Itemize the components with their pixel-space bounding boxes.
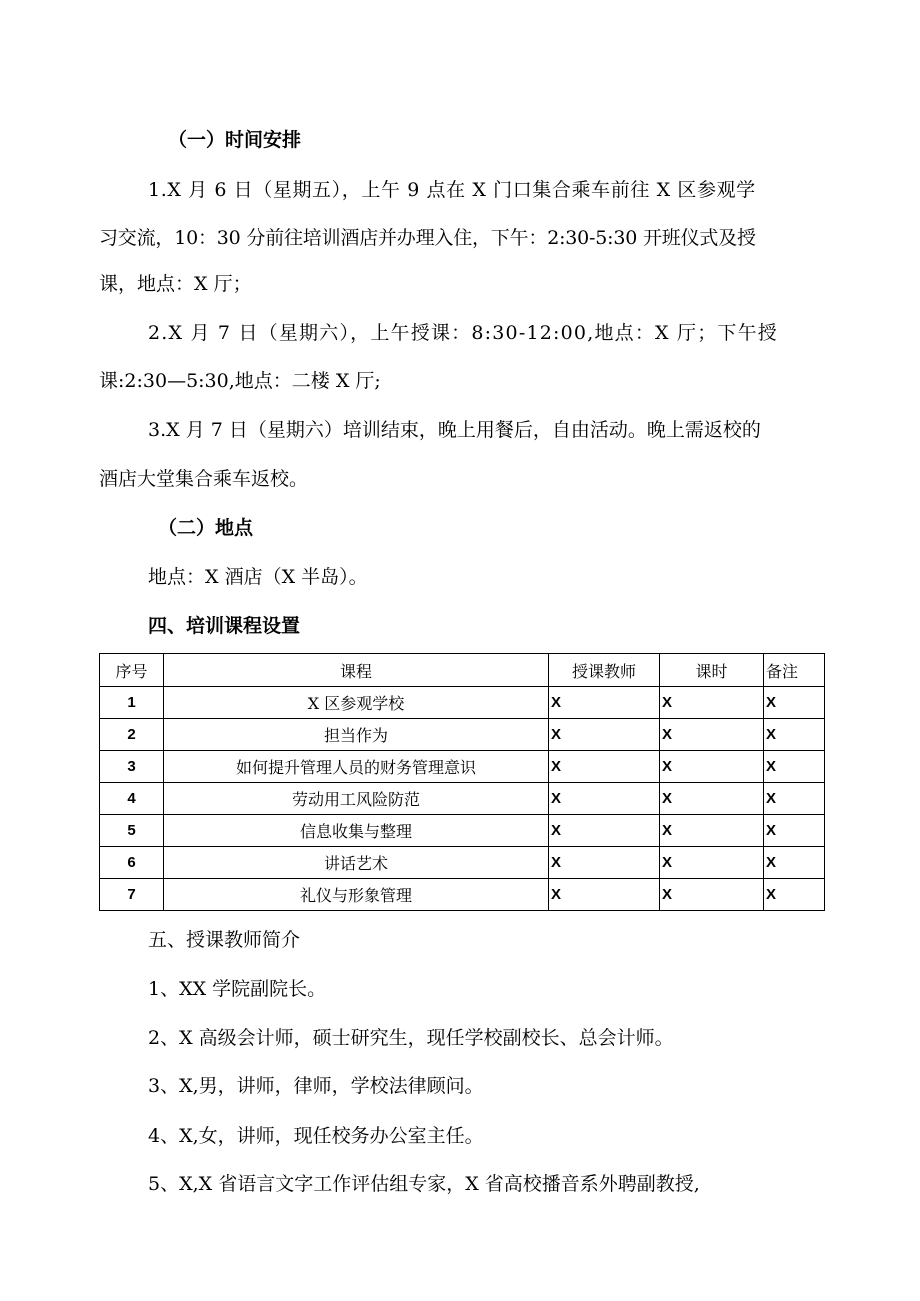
time-item-1-line-1: 1.X 月 6 日（星期五），上午 9 点在 X 门口集合乘车前往 X 区参观学: [148, 179, 756, 201]
table-row: [100, 719, 825, 751]
teacher-item-2: 2、X 高级会计师，硕士研究生，现任学校副校长、总会计师。: [148, 1027, 674, 1049]
row-notes: X: [764, 847, 825, 879]
row-hours: X: [660, 751, 764, 783]
table-row: [100, 751, 825, 783]
row-teacher: X: [549, 879, 660, 911]
table-header-row: [100, 654, 825, 687]
row-hours: X: [660, 783, 764, 815]
place-text: 地点：X 酒店（X 半岛）。: [148, 566, 368, 588]
row-notes: X: [764, 719, 825, 751]
row-hours: X: [660, 815, 764, 847]
column-header-notes: 备注: [764, 654, 825, 687]
row-notes: X: [764, 879, 825, 911]
row-notes: X: [764, 783, 825, 815]
row-notes: X: [764, 687, 825, 719]
row-notes: X: [764, 815, 825, 847]
course-table: [99, 653, 825, 911]
heading-place: （二）地点: [158, 517, 254, 539]
row-teacher: X: [549, 751, 660, 783]
column-header-course: 课程: [164, 654, 549, 687]
row-hours: X: [660, 687, 764, 719]
row-course: 礼仪与形象管理: [164, 879, 549, 911]
heading-time: （一）时间安排: [168, 129, 302, 151]
table-row: [100, 847, 825, 879]
row-teacher: X: [549, 815, 660, 847]
time-item-3-line-1: 3.X 月 7 日（星期六）培训结束，晚上用餐后，自由活动。晚上需返校的: [148, 419, 761, 441]
row-index: 3: [100, 751, 164, 783]
column-header-teacher: 授课教师: [549, 654, 660, 687]
row-index: 7: [100, 879, 164, 911]
row-teacher: X: [549, 847, 660, 879]
teacher-item-3: 3、X,男，讲师，律师，学校法律顾问。: [148, 1075, 484, 1097]
column-header-index: 序号: [100, 654, 164, 687]
row-index: 1: [100, 687, 164, 719]
table-row: [100, 687, 825, 719]
row-index: 2: [100, 719, 164, 751]
teacher-item-4: 4、X,女，讲师，现任校务办公室主任。: [148, 1125, 484, 1147]
time-item-2-line-2: 课:2:30—5:30,地点：二楼 X 厅;: [99, 370, 381, 392]
row-notes: X: [764, 751, 825, 783]
row-course: 担当作为: [164, 719, 549, 751]
row-teacher: X: [549, 719, 660, 751]
time-item-1-line-2: 习交流，10：30 分前往培训酒店并办理入住，下午：2:30-5:30 开班仪式及授: [99, 227, 756, 249]
time-item-2-line-1: 2.X 月 7 日（星期六），上午授课：8:30-12:00,地点：X 厅；下午授: [148, 322, 779, 344]
row-course: 讲话艺术: [164, 847, 549, 879]
row-course: 劳动用工风险防范: [164, 783, 549, 815]
table-row: [100, 783, 825, 815]
row-course: X 区参观学校: [164, 687, 549, 719]
column-header-hours: 课时: [660, 654, 764, 687]
teacher-item-5: 5、X,X 省语言文字工作评估组专家，X 省高校播音系外聘副教授,: [148, 1173, 700, 1195]
row-teacher: X: [549, 783, 660, 815]
row-index: 5: [100, 815, 164, 847]
table-row: [100, 879, 825, 911]
time-item-3-line-2: 酒店大堂集合乘车返校。: [99, 468, 309, 490]
row-index: 6: [100, 847, 164, 879]
heading-courses: 四、培训课程设置: [148, 615, 301, 637]
row-index: 4: [100, 783, 164, 815]
row-hours: X: [660, 847, 764, 879]
heading-teachers: 五、授课教师简介: [148, 929, 301, 951]
teacher-item-1: 1、XX 学院副院长。: [148, 978, 327, 1000]
row-hours: X: [660, 879, 764, 911]
row-hours: X: [660, 719, 764, 751]
row-course: 如何提升管理人员的财务管理意识: [164, 751, 549, 783]
time-item-1-line-3: 课，地点：X 厅；: [99, 273, 252, 295]
table-row: [100, 815, 825, 847]
row-teacher: X: [549, 687, 660, 719]
row-course: 信息收集与整理: [164, 815, 549, 847]
